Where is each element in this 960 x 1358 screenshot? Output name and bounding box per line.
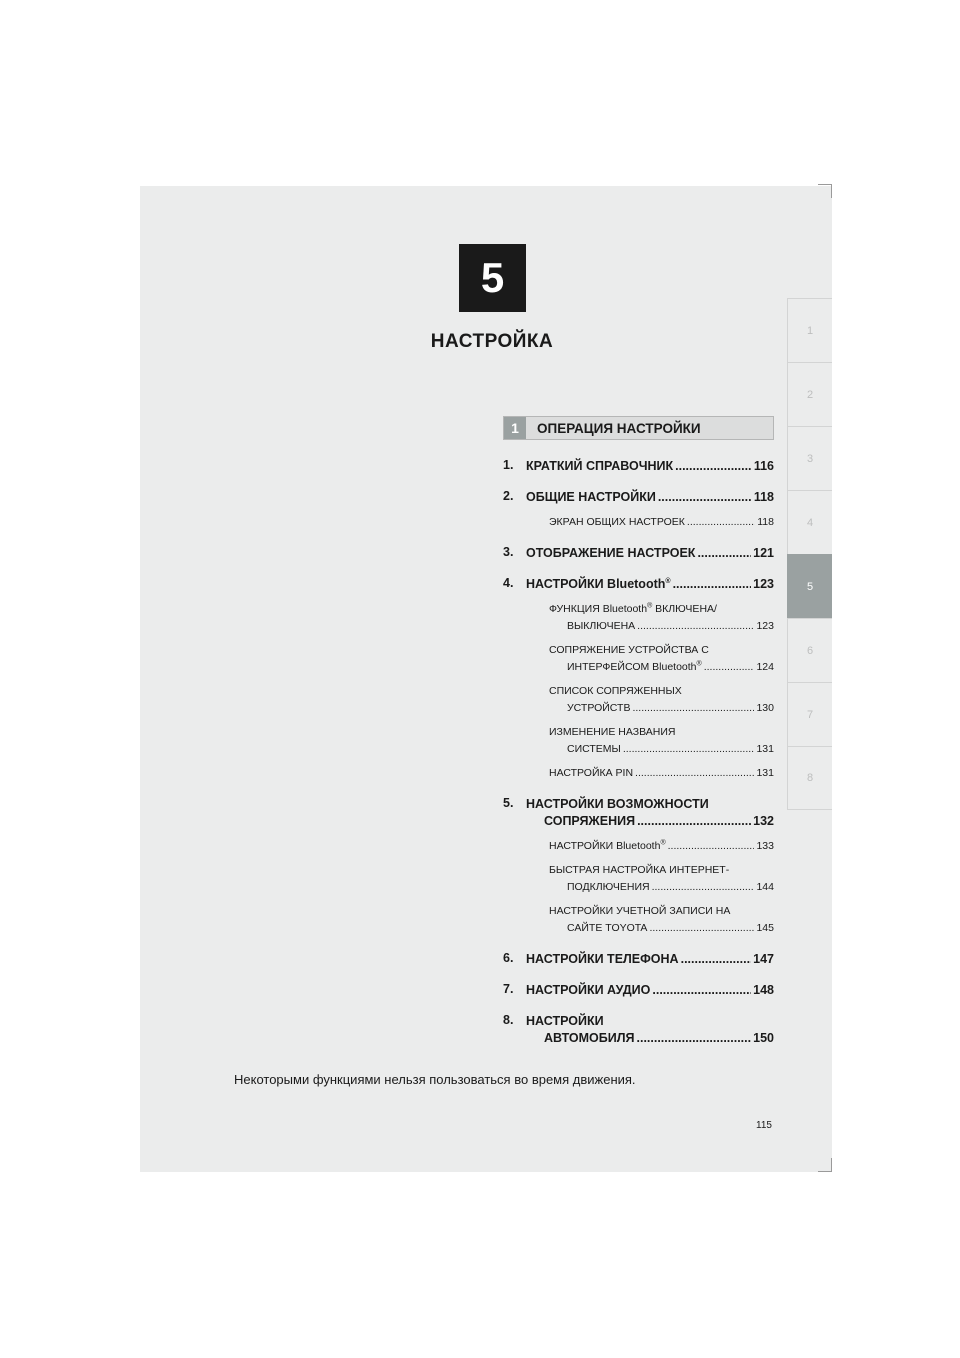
page-number: 115 xyxy=(756,1120,772,1131)
leader-dots xyxy=(675,458,752,475)
toc-subentry-label: НАСТРОЙКА PIN xyxy=(549,767,634,779)
toc-entry-label: НАСТРОЙКИ ТЕЛЕФОНА xyxy=(526,952,679,966)
toc-subentry-label-cont: ПОДКЛЮЧЕНИЯ xyxy=(567,881,650,893)
chapter-tab-5-active[interactable]: 5 xyxy=(787,554,832,618)
toc-entry-page: 116 xyxy=(753,459,774,473)
toc-entry-number: 3. xyxy=(503,545,514,559)
toc-subentry[interactable] xyxy=(526,724,774,758)
toc-entry-number: 2. xyxy=(503,489,514,503)
toc-entry-number: 4. xyxy=(503,576,514,590)
toc-entry-page: 121 xyxy=(753,546,774,560)
crop-mark xyxy=(818,1171,832,1172)
leader-dots xyxy=(673,576,752,593)
toc-entry-number: 5. xyxy=(503,796,514,810)
toc-subentry-label-cont: ВЫКЛЮЧЕНА xyxy=(567,620,636,632)
toc-entry-label: НАСТРОЙКИ ВОЗМОЖНОСТИ xyxy=(526,797,709,811)
chapter-number: 5 xyxy=(459,244,526,312)
toc-entry-label: НАСТРОЙКИ Bluetooth® xyxy=(526,577,671,591)
crop-mark xyxy=(831,184,832,198)
toc-subentry-label-cont: САЙТЕ TOYOTA xyxy=(567,922,648,934)
crop-mark xyxy=(831,1158,832,1172)
toc-subentry[interactable] xyxy=(526,642,774,676)
leader-dots xyxy=(635,765,754,782)
leader-dots xyxy=(632,700,754,717)
leader-dots xyxy=(637,813,751,830)
toc-entry-number: 6. xyxy=(503,951,514,965)
toc-subentry-page: 130 xyxy=(756,702,774,714)
toc-entry[interactable] xyxy=(503,576,774,782)
toc-entry[interactable] xyxy=(503,489,774,531)
toc-entry-label: КРАТКИЙ СПРАВОЧНИК xyxy=(526,459,674,473)
toc-subentry-page: 133 xyxy=(756,840,774,852)
toc-subentry-label-cont: ИНТЕРФЕЙСОМ Bluetooth® xyxy=(567,660,702,673)
leader-dots xyxy=(652,879,755,896)
toc-subentry-label: НАСТРОЙКИ Bluetooth® xyxy=(549,839,666,852)
section-header xyxy=(503,416,774,440)
chapter-tab-8[interactable]: 8 xyxy=(787,746,832,810)
toc-subentry[interactable] xyxy=(526,601,774,635)
section-title: ОПЕРАЦИЯ НАСТРОЙКИ xyxy=(537,420,701,436)
toc-entry-number: 8. xyxy=(503,1013,514,1027)
toc-entry[interactable] xyxy=(503,982,774,999)
toc-entry-label: НАСТРОЙКИ АУДИО xyxy=(526,983,651,997)
toc-entry-page: 123 xyxy=(753,577,774,591)
toc-subentry-label: БЫСТРАЯ НАСТРОЙКА ИНТЕРНЕТ- xyxy=(549,864,730,876)
toc-entry-number: 7. xyxy=(503,982,514,996)
section-number: 1 xyxy=(504,417,526,439)
toc-entry-label: НАСТРОЙКИ xyxy=(526,1014,604,1028)
table-of-contents xyxy=(503,458,774,1061)
leader-dots xyxy=(668,838,755,855)
leader-dots xyxy=(637,618,754,635)
registered-mark: ® xyxy=(647,602,653,610)
toc-entry-page: 150 xyxy=(753,1031,774,1045)
toc-subentry-label: ФУНКЦИЯ Bluetooth® ВКЛЮЧЕНА/ xyxy=(549,602,717,615)
toc-subentry-page: 118 xyxy=(757,516,774,528)
leader-dots xyxy=(649,920,754,937)
toc-subentry-page: 124 xyxy=(756,661,774,673)
chapter-tab-6[interactable]: 6 xyxy=(787,618,832,682)
leader-dots xyxy=(697,545,751,562)
leader-dots xyxy=(637,1030,752,1047)
toc-entry-number: 1. xyxy=(503,458,514,472)
chapter-tab-4[interactable]: 4 xyxy=(787,490,832,554)
toc-entry-label-cont: СОПРЯЖЕНИЯ xyxy=(544,814,636,828)
toc-subentry-label: СОПРЯЖЕНИЕ УСТРОЙСТВА С xyxy=(549,644,709,656)
registered-mark: ® xyxy=(660,839,666,847)
toc-subentry-label: ЭКРАН ОБЩИХ НАСТРОЕК xyxy=(549,516,685,528)
toc-entry[interactable] xyxy=(503,796,774,937)
toc-subentry-page: 145 xyxy=(756,922,774,934)
toc-subentry[interactable] xyxy=(526,903,774,937)
toc-entry-label: ОТОБРАЖЕНИЕ НАСТРОЕК xyxy=(526,546,696,560)
registered-mark: ® xyxy=(696,660,702,668)
toc-entry-page: 118 xyxy=(753,490,774,504)
toc-subentry-page: 131 xyxy=(756,767,774,779)
footnote: Некоторыми функциями нельзя пользоваться во время движения. xyxy=(234,1072,636,1087)
toc-subentry-label-cont: СИСТЕМЫ xyxy=(567,743,621,755)
toc-subentry-page: 123 xyxy=(756,620,774,632)
leader-dots xyxy=(687,514,755,531)
leader-dots xyxy=(652,982,751,999)
toc-subentry[interactable] xyxy=(526,862,774,896)
toc-entry-label-cont: АВТОМОБИЛЯ xyxy=(544,1031,635,1045)
toc-subentry-label: СПИСОК СОПРЯЖЕННЫХ xyxy=(549,685,682,697)
toc-subentry-page: 144 xyxy=(756,881,774,893)
chapter-tab-7[interactable]: 7 xyxy=(787,682,832,746)
toc-subentry-label-cont: УСТРОЙСТВ xyxy=(567,702,631,714)
crop-mark xyxy=(818,184,832,185)
toc-subentry[interactable] xyxy=(526,683,774,717)
toc-entry-page: 132 xyxy=(753,814,774,828)
leader-dots xyxy=(681,951,752,968)
toc-entry[interactable] xyxy=(503,545,774,562)
chapter-title: НАСТРОЙКА xyxy=(430,331,554,352)
toc-entry[interactable] xyxy=(503,458,774,475)
toc-subentry-label: ИЗМЕНЕНИЕ НАЗВАНИЯ xyxy=(549,726,676,738)
toc-subentry[interactable] xyxy=(526,838,774,855)
toc-entry-page: 148 xyxy=(753,983,774,997)
toc-subentry-label: НАСТРОЙКИ УЧЕТНОЙ ЗАПИСИ НА xyxy=(549,905,731,917)
toc-entry[interactable] xyxy=(503,1013,774,1047)
chapter-tab-1[interactable]: 1 xyxy=(787,298,832,362)
chapter-tab-3[interactable]: 3 xyxy=(787,426,832,490)
toc-subentry-page: 131 xyxy=(756,743,774,755)
toc-entry[interactable] xyxy=(503,951,774,968)
chapter-tabs xyxy=(787,298,832,810)
chapter-tab-2[interactable]: 2 xyxy=(787,362,832,426)
leader-dots xyxy=(704,659,755,676)
registered-mark: ® xyxy=(665,577,671,585)
leader-dots xyxy=(623,741,755,758)
toc-subentry[interactable] xyxy=(526,514,774,531)
toc-entry-label: ОБЩИЕ НАСТРОЙКИ xyxy=(526,490,656,504)
leader-dots xyxy=(658,489,752,506)
toc-entry-page: 147 xyxy=(753,952,774,966)
toc-subentry[interactable] xyxy=(526,765,774,782)
